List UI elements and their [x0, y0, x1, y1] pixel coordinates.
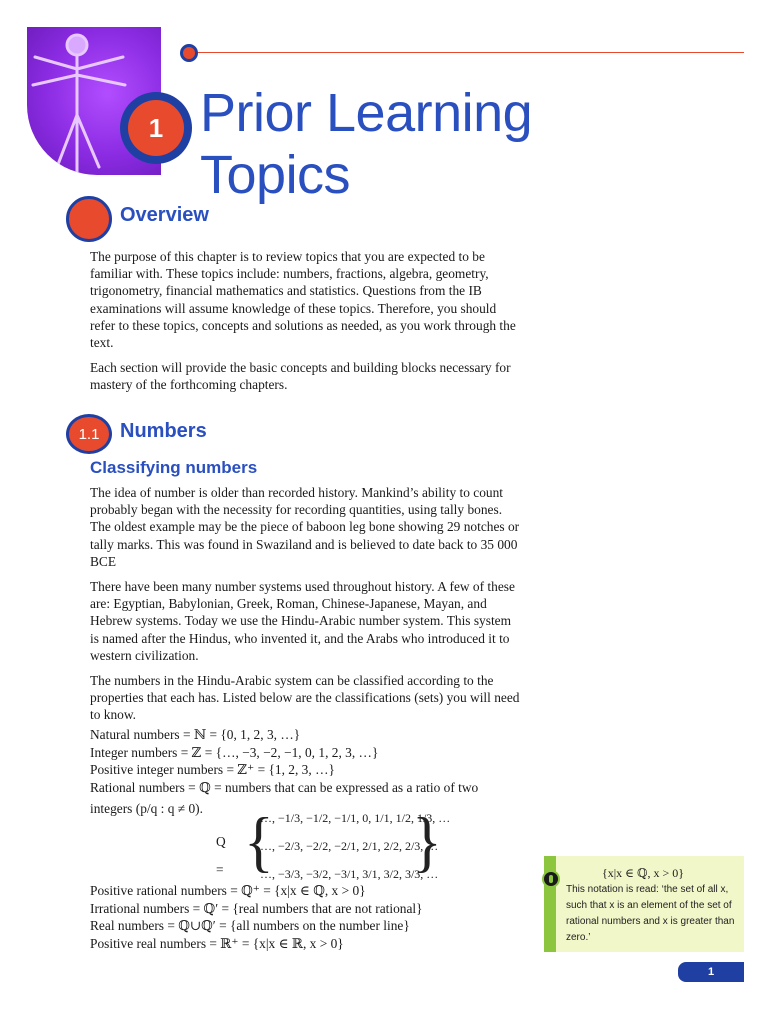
section-paragraph-2: There have been many number systems used throughout history. A few of these are: Egyptian, Babylonian, Greek, Roman, Chinese-Japanese, Mayan, and Hebrew systems. Today we use the Hindu-Arabic number system. This system is named after the Hindus, who invented it, and the Arabs who introduced it to western civilization.	[90, 579, 515, 663]
def-irrational: Irrational numbers = ℚ′ = {real numbers that are not rational}	[90, 900, 423, 916]
def-positive-real: Positive real numbers = ℝ⁺ = {x|x ∈ ℝ, x > 0}	[90, 935, 344, 951]
header-rule	[196, 52, 744, 53]
integers-label: integers	[90, 801, 133, 816]
def-natural: Natural numbers = ℕ = {0, 1, 2, 3, …}	[90, 727, 301, 742]
note-formula: {x|x ∈ ℚ, x > 0}	[602, 866, 685, 880]
overview-paragraph-1: The purpose of this chapter is to review topics that you are expected to be familiar with. These topics include: numbers, fractions, algebra, geometry, trigonometry, financial mathematics and statistics. Questions from the IB examinations will assume knowledge of these topics. Therefore, you should refer to these topics, concepts and solutions as needed, as you work through the text.	[90, 249, 516, 351]
def-positive-rational: Positive rational numbers = ℚ⁺ = {x|x ∈ ℚ, x > 0}	[90, 883, 366, 898]
matrix-row-3: …, −3/3, −3/2, −3/1, 3/1, 3/2, 3/3, …	[260, 867, 439, 881]
def-positive-integer: Positive integer numbers = ℤ⁺ = {1, 2, 3, …}	[90, 762, 335, 777]
subsection-heading: Classifying numbers	[90, 458, 258, 477]
section-paragraph-3: The numbers in the Hindu-Arabic system can be classified according to the properties that each has. Listed below are the classifications (sets) you will need to know.	[90, 673, 520, 723]
page-number: 1	[678, 962, 744, 982]
def-integer: Integer numbers = ℤ = {…, −3, −2, −1, 0, 1, 2, 3, …}	[90, 744, 379, 760]
overview-body	[90, 248, 520, 402]
section-number-badge: 1.1	[66, 414, 112, 454]
section-body	[90, 484, 520, 732]
chapter-number: 1	[128, 100, 184, 156]
chapter-title-line2: Topics	[200, 145, 351, 205]
left-brace: {	[244, 804, 274, 880]
info-icon	[542, 870, 560, 888]
header-dot	[180, 44, 198, 62]
matrix-row-1: …, −1/3, −1/2, −1/1, 0, 1/1, 1/2, 1/3, …	[260, 811, 451, 825]
right-brace: }	[412, 804, 442, 880]
overview-paragraph-2: Each section will provide the basic concepts and building blocks necessary for mastery of the forthcoming chapters.	[90, 360, 511, 393]
def-rational: Rational numbers = ℚ = numbers that can be expressed as a ratio of two	[90, 779, 479, 795]
matrix-row-2: …, −2/3, −2/2, −2/1, 2/1, 2/2, 2/3, …	[260, 839, 439, 853]
overview-dot	[66, 196, 112, 242]
matrix-label: Q =	[216, 834, 226, 877]
overview-heading: Overview	[120, 204, 209, 226]
section-heading: Numbers	[120, 420, 207, 442]
matrix-rows	[260, 804, 451, 888]
integers-condition: (p/q : q ≠ 0).	[135, 801, 203, 816]
chapter-title	[200, 82, 532, 206]
chapter-title-line1: Prior Learning	[200, 83, 533, 143]
chapter-number-badge	[120, 92, 192, 164]
section-paragraph-1: The idea of number is older than recorded history. Mankind’s ability to count probably began with the necessity for recording quantities, using tally bones. The oldest example may be the piece of baboon leg bone showing 29 notches or tally marks. This was found in Swaziland and is believed to date back to 35 000 BCE	[90, 485, 520, 569]
def-real: Real numbers = ℚ∪ℚ′ = {all numbers on the number line}	[90, 918, 410, 933]
note-text: This notation is read: ‘the set of all x, such that x is an element of the set of rational numbers and x is greater than zero.’	[566, 884, 735, 943]
number-set-definitions-2	[90, 882, 423, 952]
